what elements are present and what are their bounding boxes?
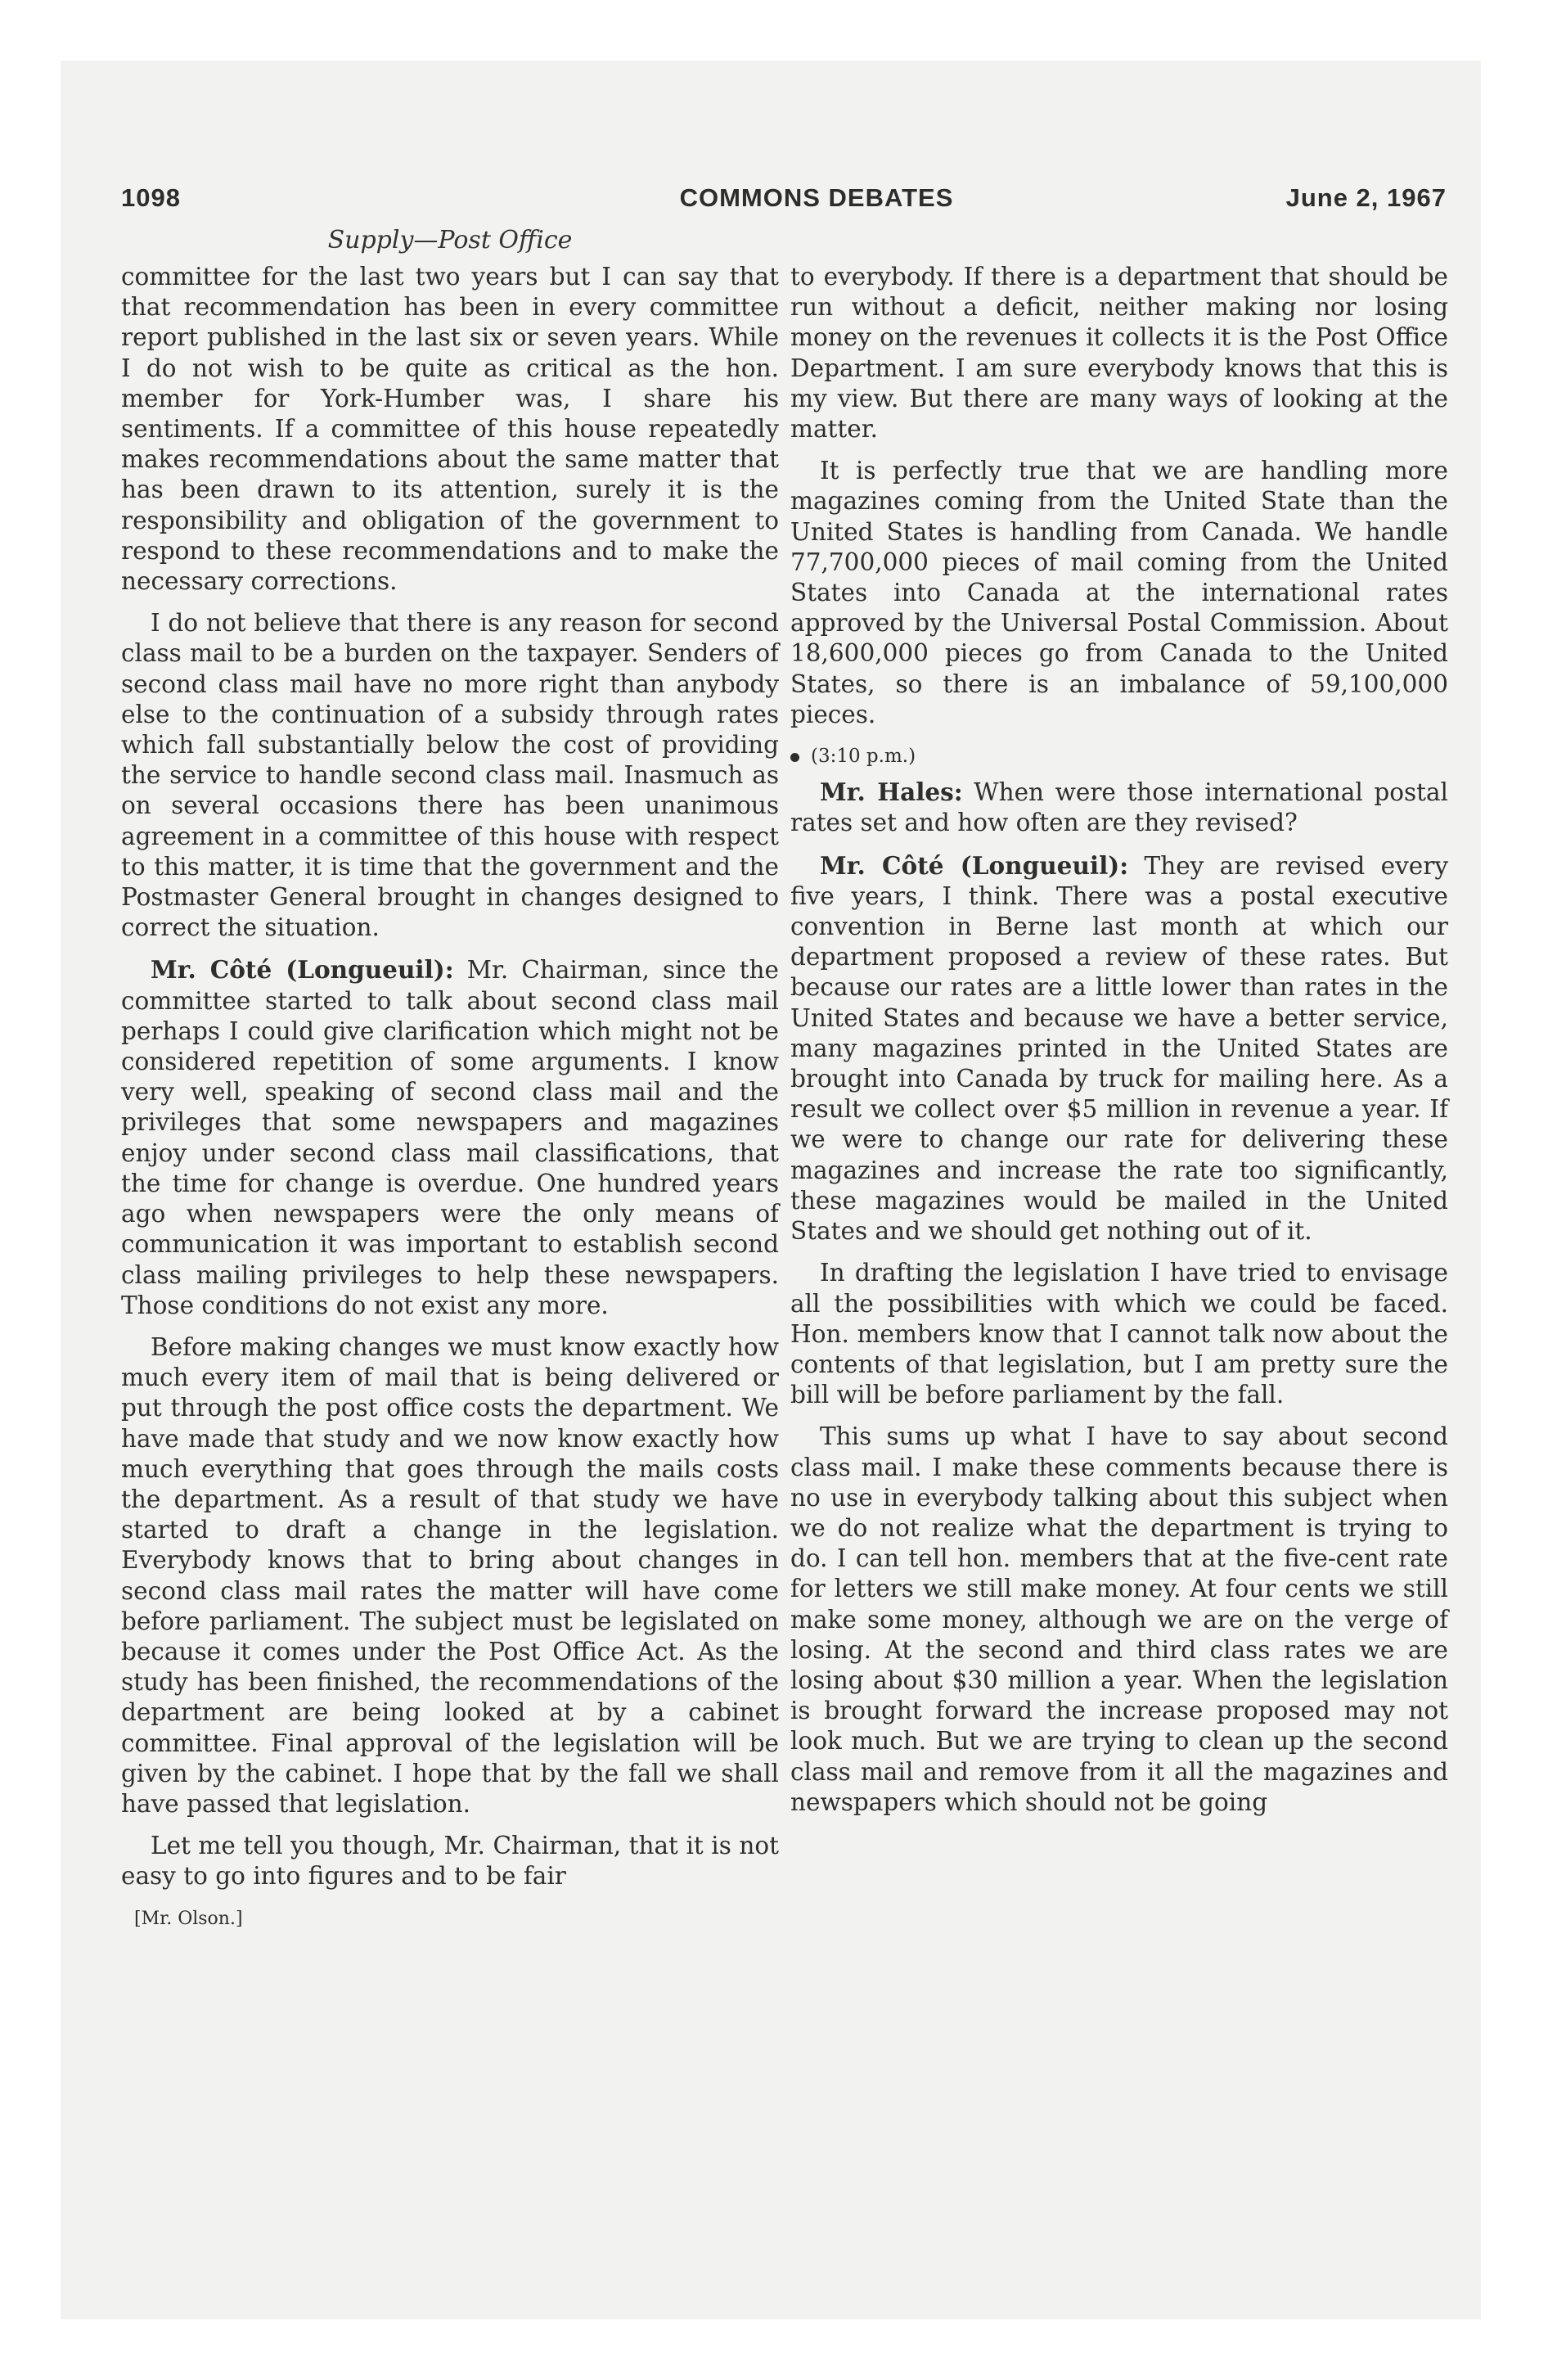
paragraph: It is perfectly true that we are handling more magazines coming from the United State than the United States is handling from Canada. We handle 77,700,000 pieces of mail coming from the United States into Canada at the international rates approved by the Universal Postal Commission. About 18,600,000 pieces go from Canada to the United States, so there is an imbalance of 59,100,000 pieces.: [790, 457, 1448, 728]
publication-title: COMMONS DEBATES: [679, 183, 954, 212]
paragraph: Before making changes we must know exactly how much every item of mail that is being delivered or put through the post office costs the department. We have made that study and we now know exactly how much everything that goes through the mails costs the department. As a result of that study we have started to draft a change in the legislation. Everybody knows that to bring about changes in second class mail rates the matter will have come before parliament. The subject must be legislated on because it comes under the Post Office Act. As the study has been finished, the recommendations of the department are being looked at by a cabinet committee. Final approval of the legislation will be given by the cabinet. I hope that by the fall we shall have passed that legislation.: [121, 1332, 779, 1818]
speech-paragraph: [790, 850, 1448, 1247]
bullet-icon: [790, 753, 799, 762]
right-column: [790, 262, 1448, 1829]
speech-paragraph: [790, 777, 1448, 838]
speaker-name: Mr. Hales:: [820, 778, 963, 807]
page-header: [121, 183, 1447, 219]
speech-text: They are revised every five years, I think. There was a postal executive convention in Berne last month at which our department proposed a review of these rates. But because our rates are a little lower than rates in the United States and because we have a better service, many magazines printed in the United States are brought into Canada by truck for mailing here. As a result we collect over $5 million in revenue a year. If we were to change our rate for delivering these magazines and increase the rate too significantly, these magazines would be mailed in the United States and we should get nothing out of it.: [790, 851, 1448, 1246]
page-date: June 2, 1967: [1285, 183, 1447, 212]
paragraph: I do not believe that there is any reason for second class mail to be a burden on the taxpayer. Senders of second class mail have no more right than anybody else to the continuation of a subsidy through rates which fall substantially below the cost of providing the service to handle second class mail. Inasmuch as on several occasions there has been unanimous agreement in a committee of this house with respect to this matter, it is time that the government and the Postmaster General brought in changes designed to correct the situation.: [121, 609, 779, 942]
paragraph: to everybody. If there is a department that should be run without a deficit, neither making nor losing money on the revenues it collects it is the Post Office Department. I am sure everybody knows that this is my view. But there are many ways of looking at the matter.: [790, 263, 1448, 444]
paragraph: Let me tell you though, Mr. Chairman, that it is not easy to go into figures and to be fair: [121, 1832, 779, 1891]
speaker-name: Mr. Côté (Longueuil):: [820, 850, 1129, 880]
speech-text: When were those international postal rates set and how often are they revised?: [790, 778, 1448, 837]
paragraph: committee for the last two years but I can say that that recommendation has been in every committee report published in the last six or seven years. While I do not wish to be quite as critical as the hon. member for York-Humber was, I share his sentiments. If a committee of this house repeatedly makes recommendations about the same matter that has been drawn to its attention, surely it is the responsibility and obligation of the government to respond to these recommendations and to make the necessary corrections.: [121, 263, 779, 596]
paragraph: In drafting the legislation I have tried to envisage all the possibilities with which we could be faced. Hon. members know that I cannot talk now about the contents of that legislation, but I am pretty sure the bill will be before parliament by the fall.: [790, 1259, 1448, 1409]
paragraph: This sums up what I have to say about second class mail. I make these comments because there is no use in everybody talking about this subject when we do not realize what the department is trying to do. I can tell hon. members that at the five-cent rate for letters we still make money. At four cents we still make some money, although we are on the verge of losing. At the second and third class rates we are losing about $30 million a year. When the legislation is brought forward the increase proposed may not look much. But we are trying to clean up the second class mail and remove from it all the magazines and newspapers which should not be going: [790, 1422, 1448, 1816]
speech-text: Mr. Chairman, since the committee started to talk about second class mail perhaps I could give clarification which might not be considered repetition of some arguments. I know very well, speaking of second class mail and the privileges that some newspapers and magazines enjoy under second class mail classifications, that the time for change is overdue. One hundred years ago when newspapers were the only means of communication it was important to establish second class mailing privileges to help these newspapers. Those conditions do not exist any more.: [121, 956, 779, 1319]
time-marker-text: (3:10 p.m.): [811, 746, 916, 768]
speech-paragraph: [121, 954, 779, 1320]
section-subheading: Supply—Post Office: [327, 226, 573, 255]
speaker-footnote: [Mr. Olson.]: [134, 1908, 243, 1929]
time-marker: [790, 741, 1448, 772]
speaker-name: Mr. Côté (Longueuil):: [151, 955, 454, 985]
left-column: [121, 262, 779, 1945]
page-number: 1098: [121, 183, 181, 212]
